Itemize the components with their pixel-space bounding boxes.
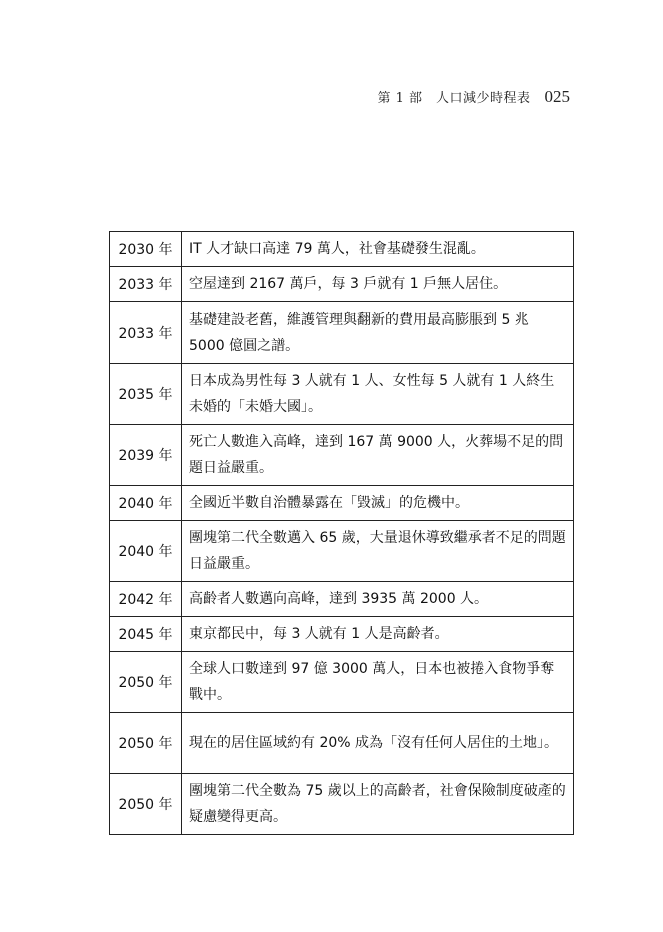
table-row (110, 617, 574, 652)
page-header (377, 87, 570, 107)
event-cell: 團塊第二代全數邁入 65 歲，大量退休導致繼承者不足的問題日益嚴重。 (182, 521, 574, 582)
event-cell: 死亡人數進入高峰，達到 167 萬 9000 人，火葬場不足的問題日益嚴重。 (182, 425, 574, 486)
table-row (110, 267, 574, 302)
event-cell: 基礎建設老舊，維護管理與翻新的費用最高膨脹到 5 兆 5000 億圓之譜。 (182, 302, 574, 364)
event-cell: 空屋達到 2167 萬戶，每 3 戶就有 1 戶無人居住。 (182, 267, 574, 302)
event-cell: IT 人才缺口高達 79 萬人，社會基礎發生混亂。 (182, 232, 574, 267)
year-cell: 2033 年 (110, 302, 182, 364)
year-cell: 2040 年 (110, 521, 182, 582)
timeline-table (109, 231, 574, 835)
year-cell: 2030 年 (110, 232, 182, 267)
event-cell: 日本成為男性每 3 人就有 1 人、女性每 5 人就有 1 人終生未婚的「未婚大國」。 (182, 364, 574, 425)
year-cell: 2050 年 (110, 652, 182, 713)
year-cell: 2050 年 (110, 713, 182, 774)
year-cell: 2050 年 (110, 774, 182, 835)
event-cell: 全國近半數自治體暴露在「毀滅」的危機中。 (182, 486, 574, 521)
year-cell: 2035 年 (110, 364, 182, 425)
table-row (110, 521, 574, 582)
table-row (110, 232, 574, 267)
event-cell: 東京都民中，每 3 人就有 1 人是高齡者。 (182, 617, 574, 652)
page-number: 025 (544, 87, 570, 106)
event-cell: 現在的居住區域約有 20% 成為「沒有任何人居住的土地」。 (182, 713, 574, 774)
table-row (110, 486, 574, 521)
section-title: 第 1 部 人口減少時程表 (377, 91, 531, 106)
table-row (110, 774, 574, 835)
year-cell: 2039 年 (110, 425, 182, 486)
event-cell: 團塊第二代全數為 75 歲以上的高齡者，社會保險制度破產的疑慮變得更高。 (182, 774, 574, 835)
table-row (110, 425, 574, 486)
table-row (110, 652, 574, 713)
table-row (110, 713, 574, 774)
event-cell: 高齡者人數邁向高峰，達到 3935 萬 2000 人。 (182, 582, 574, 617)
table-row (110, 302, 574, 364)
year-cell: 2040 年 (110, 486, 182, 521)
event-cell: 全球人口數達到 97 億 3000 萬人，日本也被捲入食物爭奪戰中。 (182, 652, 574, 713)
table-row (110, 582, 574, 617)
table-row (110, 364, 574, 425)
year-cell: 2045 年 (110, 617, 182, 652)
year-cell: 2042 年 (110, 582, 182, 617)
year-cell: 2033 年 (110, 267, 182, 302)
